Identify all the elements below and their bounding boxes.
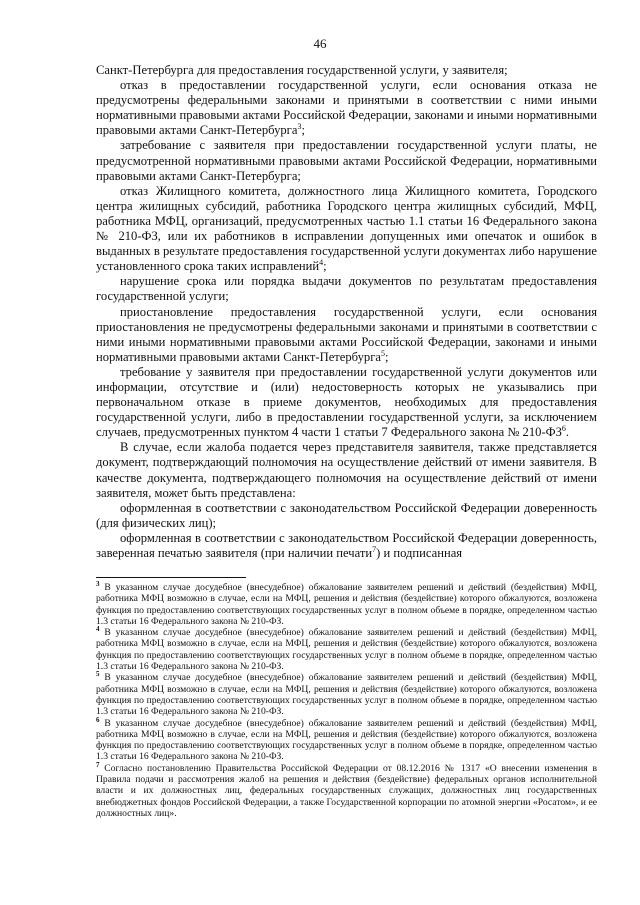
footnote-ref: 6 [561,424,566,434]
paragraph: оформленная в соответствии с законодательством Российской Федерации доверенность, заверенная печатью заявителя (при наличии печати$^7$) и подписанная [96,530,597,560]
footnote: $^6$ В указанном случае досудебное (внесудебное) обжалование заявителем решений и действий (бездействия) МФЦ, работника МФЦ возможно в случае, если на МФЦ, решения и действия (бездействие) которого обжалуются, возложена функция по предоставлению соответствующих государственных услуг в полном объеме в порядке, определенном частью 1.3 статьи 16 Федерального закона № 210-ФЗ. [96,715,597,763]
footnote-ref: 7 [372,544,377,554]
footnote-ref: 3 [297,122,302,132]
footnote: $^3$ В указанном случае досудебное (внесудебное) обжалование заявителем решений и действий (бездействия) МФЦ, работника МФЦ возможно в случае, если на МФЦ, решения и действия (бездействие) которого обжалуются, возложена функция по предоставлению соответствующих государственных услуг в полном объеме в порядке, определенном частью 1.3 статьи 16 Федерального закона № 210-ФЗ. [96,579,597,627]
footnotes [96,579,597,819]
footnote: $^4$ В указанном случае досудебное (внесудебное) обжалование заявителем решений и действий (бездействия) МФЦ, работника МФЦ возможно в случае, если на МФЦ, решения и действия (бездействие) которого обжалуются, возложена функция по предоставлению соответствующих государственных услуг в полном объеме в порядке, определенном частью 1.3 статьи 16 Федерального закона № 210-ФЗ. [96,625,597,673]
page-number: 46 [313,36,327,51]
paragraph: отказ Жилищного комитета, должностного лица Жилищного комитета, Городского центра жилищных субсидий, работника Городского центра жилищных субсидий, МФЦ, работника МФЦ, организаций, предусмотренных частью 1.1 статьи 16 Федерального закона № 210-ФЗ, или их работников в исправлении допущенных ими опечаток и ошибок в выданных в результате предоставления государственной услуги документах либо нарушение установленного срока таких исправлений$^4$; [96,183,597,274]
main-text [96,63,597,561]
footnote: $^7$ Согласно постановлению Правительства Российской Федерации от 08.12.2016 № 1317 «О внесении изменения в Правила подачи и рассмотрения жалоб на решения и действия (бездействие) федеральных органов исполнительной власти и их должностных лиц, федеральных государственных служащих, должностных лиц государственных внебюджетных фондов Российской Федерации, а также Государственной корпорации по атомной энергии «Росатом», и ее должностных лиц». [96,760,597,819]
paragraph: требование у заявителя при предоставлении государственной услуги документов или информации, отсутствие и (или) недостоверность которых не указывались при первоначальном отказе в приеме документов, необходимых для предоставления государственной услуги, либо в предоставлении государственной услуги, за исключением случаев, предусмотренных пунктом 4 части 1 статьи 7 Федерального закона № $210-ФЗ^6$. [96,364,597,440]
footnote-ref: 4 [319,258,324,268]
paragraph: отказ в предоставлении государственной услуги, если основания отказа не предусмотрены федеральными законами и принятыми в соответствии с ними иными нормативными правовыми актами Российской Федерации, законами и иными нормативными правовыми актами Санкт-Петербурга$^3$; [96,78,597,138]
paragraph: В случае, если жалоба подается через представителя заявителя, также представляется документ, подтверждающий полномочия на осуществление действий от имени заявителя. В качестве документа, подтверждающего полномочия на осуществление действий от имени заявителя, может быть представлена: [96,440,597,500]
paragraph: приостановление предоставления государственной услуги, если основания приостановления не предусмотрены федеральными законами и принятыми в соответствии с ними иными нормативными правовыми актами Российской Федерации, законами и иными нормативными правовыми актами Санкт-Петербурга$^5$; [96,304,597,364]
footnote: $^5$ В указанном случае досудебное (внесудебное) обжалование заявителем решений и действий (бездействия) МФЦ, работника МФЦ возможно в случае, если на МФЦ, решения и действия (бездействие) которого обжалуются, возложена функция по предоставлению соответствующих государственных услуг в полном объеме в порядке, определенном частью 1.3 статьи 16 Федерального закона № 210-ФЗ. [96,670,597,718]
paragraph: Санкт-Петербурга для предоставления государственной услуги, у заявителя; [96,63,508,77]
paragraph: затребование с заявителя при предоставлении государственной услуги платы, не предусмотренной нормативными правовыми актами Российской Федерации, нормативными правовыми актами Санкт-Петербурга; [96,138,597,183]
paragraph: нарушение срока или порядка выдачи документов по результатам предоставления государственной услуги; [96,274,597,304]
paragraph: оформленная в соответствии с законодательством Российской Федерации доверенность (для физических лиц); [96,500,597,530]
footnote-separator [96,577,246,578]
footnote-ref: 5 [380,348,385,358]
